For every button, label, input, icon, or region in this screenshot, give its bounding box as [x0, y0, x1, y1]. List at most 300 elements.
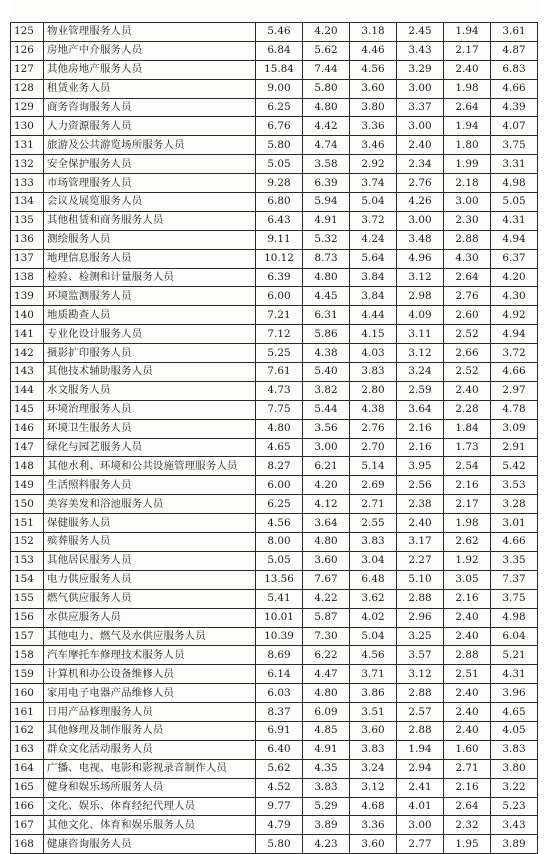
occupation-name: 日用产品修理服务人员 — [44, 703, 256, 722]
occupation-name: 物业管理服务人员 — [44, 23, 256, 42]
row-number: 150 — [11, 495, 44, 514]
row-number: 165 — [11, 778, 44, 797]
value-cell: 2.40 — [444, 703, 491, 722]
value-cell: 3.60 — [350, 79, 397, 98]
value-cell: 4.96 — [397, 249, 444, 268]
value-cell: 4.12 — [303, 495, 350, 514]
value-cell: 6.14 — [256, 665, 303, 684]
occupation-name: 保健服务人员 — [44, 514, 256, 533]
value-cell: 6.80 — [256, 193, 303, 212]
value-cell: 2.76 — [350, 419, 397, 438]
value-cell: 4.91 — [303, 740, 350, 759]
value-cell: 2.91 — [491, 438, 538, 457]
value-cell: 5.80 — [256, 136, 303, 155]
value-cell: 6.43 — [256, 211, 303, 230]
value-cell: 2.40 — [444, 381, 491, 400]
value-cell: 2.45 — [397, 23, 444, 42]
row-number: 131 — [11, 136, 44, 155]
row-number: 154 — [11, 570, 44, 589]
value-cell: 6.76 — [256, 117, 303, 136]
value-cell: 2.34 — [397, 155, 444, 174]
value-cell: 3.75 — [491, 589, 538, 608]
value-cell: 5.42 — [491, 457, 538, 476]
value-cell: 4.66 — [491, 79, 538, 98]
value-cell: 4.92 — [491, 306, 538, 325]
table-row — [11, 23, 538, 42]
value-cell: 3.28 — [491, 495, 538, 514]
value-cell: 4.07 — [491, 117, 538, 136]
value-cell: 4.42 — [303, 117, 350, 136]
value-cell: 6.31 — [303, 306, 350, 325]
value-cell: 3.12 — [397, 344, 444, 363]
row-number: 134 — [11, 193, 44, 212]
value-cell: 6.25 — [256, 98, 303, 117]
value-cell: 3.51 — [350, 703, 397, 722]
value-cell: 3.62 — [350, 589, 397, 608]
row-number: 135 — [11, 211, 44, 230]
value-cell: 4.02 — [350, 608, 397, 627]
value-cell: 4.20 — [303, 476, 350, 495]
table-row — [11, 381, 538, 400]
value-cell: 2.40 — [444, 721, 491, 740]
value-cell: 6.83 — [491, 60, 538, 79]
value-cell: 4.80 — [303, 684, 350, 703]
value-cell: 5.44 — [303, 400, 350, 419]
value-cell: 4.66 — [491, 363, 538, 382]
occupation-name: 地质勘查人员 — [44, 306, 256, 325]
occupation-name: 其他文化、体育和娱乐服务人员 — [44, 816, 256, 835]
value-cell: 4.46 — [350, 41, 397, 60]
value-cell: 3.24 — [350, 759, 397, 778]
value-cell: 3.83 — [350, 533, 397, 552]
value-cell: 1.73 — [444, 438, 491, 457]
value-cell: 3.75 — [491, 136, 538, 155]
table-row — [11, 495, 538, 514]
occupation-name: 健身和娱乐场所服务人员 — [44, 778, 256, 797]
value-cell: 4.87 — [491, 41, 538, 60]
table-row — [11, 155, 538, 174]
value-cell: 2.41 — [397, 778, 444, 797]
value-cell: 5.86 — [303, 325, 350, 344]
value-cell: 2.38 — [397, 495, 444, 514]
value-cell: 4.80 — [303, 533, 350, 552]
row-number: 133 — [11, 174, 44, 193]
occupation-name: 旅游及公共游览场所服务人员 — [44, 136, 256, 155]
value-cell: 9.28 — [256, 174, 303, 193]
value-cell: 8.37 — [256, 703, 303, 722]
value-cell: 3.84 — [350, 287, 397, 306]
value-cell: 2.88 — [397, 721, 444, 740]
value-cell: 2.76 — [444, 287, 491, 306]
value-cell: 6.25 — [256, 495, 303, 514]
table-row — [11, 835, 538, 854]
value-cell: 3.12 — [397, 665, 444, 684]
value-cell: 5.80 — [256, 835, 303, 854]
value-cell: 4.56 — [350, 60, 397, 79]
value-cell: 2.40 — [444, 608, 491, 627]
row-number: 167 — [11, 816, 44, 835]
row-number: 126 — [11, 41, 44, 60]
value-cell: 5.04 — [350, 193, 397, 212]
row-number: 125 — [11, 23, 44, 42]
value-cell: 3.56 — [303, 419, 350, 438]
value-cell: 2.57 — [397, 703, 444, 722]
value-cell: 2.64 — [444, 797, 491, 816]
occupation-name: 家用电子电器产品维修人员 — [44, 684, 256, 703]
value-cell: 7.21 — [256, 306, 303, 325]
value-cell: 5.80 — [303, 79, 350, 98]
value-cell: 5.40 — [303, 363, 350, 382]
value-cell: 4.23 — [303, 835, 350, 854]
value-cell: 5.64 — [350, 249, 397, 268]
value-cell: 4.30 — [444, 249, 491, 268]
value-cell: 3.57 — [397, 646, 444, 665]
value-cell: 4.20 — [491, 268, 538, 287]
value-cell: 4.20 — [303, 23, 350, 42]
value-cell: 4.65 — [491, 703, 538, 722]
value-cell: 3.82 — [303, 381, 350, 400]
value-cell: 3.72 — [350, 211, 397, 230]
value-cell: 4.31 — [491, 211, 538, 230]
value-cell: 2.71 — [444, 759, 491, 778]
value-cell: 2.97 — [491, 381, 538, 400]
value-cell: 2.60 — [444, 306, 491, 325]
occupation-name: 环境监测服务人员 — [44, 287, 256, 306]
occupation-name: 环境治理服务人员 — [44, 400, 256, 419]
row-number: 130 — [11, 117, 44, 136]
value-cell: 3.48 — [397, 230, 444, 249]
value-cell: 5.04 — [350, 627, 397, 646]
value-cell: 2.32 — [444, 816, 491, 835]
table-body — [11, 23, 538, 854]
table-row — [11, 98, 538, 117]
value-cell: 2.30 — [444, 211, 491, 230]
table-row — [11, 230, 538, 249]
value-cell: 4.45 — [303, 287, 350, 306]
value-cell: 9.00 — [256, 79, 303, 98]
value-cell: 3.37 — [397, 98, 444, 117]
table-row — [11, 325, 538, 344]
row-number: 138 — [11, 268, 44, 287]
value-cell: 2.40 — [397, 136, 444, 155]
row-number: 146 — [11, 419, 44, 438]
value-cell: 6.39 — [303, 174, 350, 193]
occupation-name: 环境卫生服务人员 — [44, 419, 256, 438]
value-cell: 5.94 — [303, 193, 350, 212]
value-cell: 3.72 — [491, 344, 538, 363]
table-row — [11, 268, 538, 287]
value-cell: 5.14 — [350, 457, 397, 476]
value-cell: 2.92 — [350, 155, 397, 174]
table-row — [11, 551, 538, 570]
table-row — [11, 684, 538, 703]
value-cell: 2.40 — [444, 60, 491, 79]
value-cell: 3.43 — [491, 816, 538, 835]
value-cell: 10.01 — [256, 608, 303, 627]
value-cell: 7.30 — [303, 627, 350, 646]
occupation-name: 计算机和办公设备维修人员 — [44, 665, 256, 684]
table-row — [11, 344, 538, 363]
occupation-name: 汽车摩托车修理技术服务人员 — [44, 646, 256, 665]
table-row — [11, 816, 538, 835]
value-cell: 5.25 — [256, 344, 303, 363]
table-row — [11, 136, 538, 155]
value-cell: 5.23 — [491, 797, 538, 816]
wage-data-table — [10, 22, 538, 854]
table-row — [11, 721, 538, 740]
occupation-name: 房地产中介服务人员 — [44, 41, 256, 60]
value-cell: 4.22 — [303, 589, 350, 608]
value-cell: 1.60 — [444, 740, 491, 759]
table-row — [11, 514, 538, 533]
value-cell: 1.98 — [444, 514, 491, 533]
row-number: 129 — [11, 98, 44, 117]
value-cell: 2.77 — [397, 835, 444, 854]
value-cell: 4.94 — [491, 325, 538, 344]
table-row — [11, 570, 538, 589]
value-cell: 4.79 — [256, 816, 303, 835]
value-cell: 15.84 — [256, 60, 303, 79]
value-cell: 6.04 — [491, 627, 538, 646]
value-cell: 4.35 — [303, 759, 350, 778]
occupation-name: 绿化与园艺服务人员 — [44, 438, 256, 457]
value-cell: 5.46 — [256, 23, 303, 42]
value-cell: 1.94 — [444, 117, 491, 136]
table-row — [11, 608, 538, 627]
value-cell: 2.28 — [444, 400, 491, 419]
value-cell: 2.16 — [444, 476, 491, 495]
row-number: 141 — [11, 325, 44, 344]
value-cell: 3.61 — [491, 23, 538, 42]
row-number: 160 — [11, 684, 44, 703]
value-cell: 4.91 — [303, 211, 350, 230]
row-number: 137 — [11, 249, 44, 268]
value-cell: 2.16 — [444, 778, 491, 797]
value-cell: 4.03 — [350, 344, 397, 363]
value-cell: 6.21 — [303, 457, 350, 476]
value-cell: 2.17 — [444, 41, 491, 60]
value-cell: 3.83 — [303, 778, 350, 797]
row-number: 140 — [11, 306, 44, 325]
value-cell: 2.52 — [444, 363, 491, 382]
occupation-name: 水文服务人员 — [44, 381, 256, 400]
table-row — [11, 211, 538, 230]
value-cell: 9.77 — [256, 797, 303, 816]
value-cell: 2.16 — [397, 438, 444, 457]
occupation-name: 人力资源服务人员 — [44, 117, 256, 136]
table-row — [11, 476, 538, 495]
occupation-name: 其他居民服务人员 — [44, 551, 256, 570]
value-cell: 4.38 — [350, 400, 397, 419]
scanned-document-page — [10, 0, 540, 850]
table-row — [11, 438, 538, 457]
value-cell: 6.48 — [350, 570, 397, 589]
value-cell: 7.12 — [256, 325, 303, 344]
row-number: 161 — [11, 703, 44, 722]
value-cell: 2.96 — [397, 608, 444, 627]
value-cell: 6.09 — [303, 703, 350, 722]
occupation-name: 其他房地产服务人员 — [44, 60, 256, 79]
value-cell: 2.17 — [444, 495, 491, 514]
occupation-name: 群众文化活动服务人员 — [44, 740, 256, 759]
value-cell: 3.74 — [350, 174, 397, 193]
occupation-name: 地理信息服务人员 — [44, 249, 256, 268]
occupation-name: 其他水利、环境和公共设施管理服务人员 — [44, 457, 256, 476]
occupation-name: 健康咨询服务人员 — [44, 835, 256, 854]
value-cell: 4.56 — [350, 646, 397, 665]
value-cell: 2.16 — [397, 419, 444, 438]
value-cell: 3.86 — [350, 684, 397, 703]
occupation-name: 测绘服务人员 — [44, 230, 256, 249]
occupation-name: 市场管理服务人员 — [44, 174, 256, 193]
value-cell: 2.88 — [397, 589, 444, 608]
value-cell: 3.31 — [491, 155, 538, 174]
value-cell: 3.24 — [397, 363, 444, 382]
value-cell: 3.64 — [397, 400, 444, 419]
value-cell: 3.04 — [350, 551, 397, 570]
value-cell: 3.18 — [350, 23, 397, 42]
row-number: 128 — [11, 79, 44, 98]
value-cell: 3.89 — [303, 816, 350, 835]
row-number: 156 — [11, 608, 44, 627]
table-row — [11, 646, 538, 665]
value-cell: 13.56 — [256, 570, 303, 589]
value-cell: 4.65 — [256, 438, 303, 457]
table-row — [11, 117, 538, 136]
occupation-name: 生活照料服务人员 — [44, 476, 256, 495]
row-number: 132 — [11, 155, 44, 174]
value-cell: 5.87 — [303, 608, 350, 627]
value-cell: 3.83 — [491, 740, 538, 759]
value-cell: 8.73 — [303, 249, 350, 268]
value-cell: 3.46 — [350, 136, 397, 155]
value-cell: 6.22 — [303, 646, 350, 665]
table-row — [11, 60, 538, 79]
value-cell: 2.54 — [444, 457, 491, 476]
table-row — [11, 457, 538, 476]
value-cell: 2.16 — [444, 589, 491, 608]
row-number: 151 — [11, 514, 44, 533]
value-cell: 8.27 — [256, 457, 303, 476]
table-row — [11, 740, 538, 759]
value-cell: 5.41 — [256, 589, 303, 608]
row-number: 142 — [11, 344, 44, 363]
occupation-name: 其他租赁和商务服务人员 — [44, 211, 256, 230]
value-cell: 1.99 — [444, 155, 491, 174]
table-row — [11, 193, 538, 212]
value-cell: 5.21 — [491, 646, 538, 665]
occupation-name: 会议及展览服务人员 — [44, 193, 256, 212]
occupation-name: 其他修理及制作服务人员 — [44, 721, 256, 740]
value-cell: 6.40 — [256, 740, 303, 759]
occupation-name: 检验、检测和计量服务人员 — [44, 268, 256, 287]
value-cell: 4.98 — [491, 174, 538, 193]
table-row — [11, 627, 538, 646]
value-cell: 3.11 — [397, 325, 444, 344]
row-number: 152 — [11, 533, 44, 552]
value-cell: 2.69 — [350, 476, 397, 495]
value-cell: 3.58 — [303, 155, 350, 174]
value-cell: 10.12 — [256, 249, 303, 268]
value-cell: 2.94 — [397, 759, 444, 778]
occupation-name: 安全保护服务人员 — [44, 155, 256, 174]
value-cell: 5.62 — [303, 41, 350, 60]
value-cell: 3.05 — [444, 570, 491, 589]
value-cell: 4.15 — [350, 325, 397, 344]
row-number: 136 — [11, 230, 44, 249]
table-row — [11, 400, 538, 419]
occupation-name: 美容美发和浴池服务人员 — [44, 495, 256, 514]
row-number: 158 — [11, 646, 44, 665]
value-cell: 4.80 — [256, 419, 303, 438]
value-cell: 2.64 — [444, 268, 491, 287]
value-cell: 9.11 — [256, 230, 303, 249]
row-number: 168 — [11, 835, 44, 854]
value-cell: 2.88 — [397, 684, 444, 703]
occupation-name: 文化、娱乐、体育经纪代理人员 — [44, 797, 256, 816]
value-cell: 2.64 — [444, 98, 491, 117]
value-cell: 7.67 — [303, 570, 350, 589]
value-cell: 4.26 — [397, 193, 444, 212]
value-cell: 4.30 — [491, 287, 538, 306]
table-row — [11, 665, 538, 684]
row-number: 149 — [11, 476, 44, 495]
table-row — [11, 249, 538, 268]
value-cell: 4.52 — [256, 778, 303, 797]
row-number: 155 — [11, 589, 44, 608]
table-row — [11, 79, 538, 98]
value-cell: 3.53 — [491, 476, 538, 495]
row-number: 145 — [11, 400, 44, 419]
value-cell: 5.05 — [256, 551, 303, 570]
value-cell: 1.94 — [397, 740, 444, 759]
value-cell: 3.00 — [444, 193, 491, 212]
value-cell: 3.00 — [397, 211, 444, 230]
value-cell: 3.60 — [350, 721, 397, 740]
value-cell: 3.12 — [397, 268, 444, 287]
value-cell: 3.80 — [350, 98, 397, 117]
row-number: 127 — [11, 60, 44, 79]
value-cell: 7.44 — [303, 60, 350, 79]
value-cell: 6.84 — [256, 41, 303, 60]
value-cell: 7.75 — [256, 400, 303, 419]
value-cell: 4.80 — [303, 268, 350, 287]
value-cell: 3.71 — [350, 665, 397, 684]
value-cell: 3.83 — [350, 363, 397, 382]
value-cell: 4.73 — [256, 381, 303, 400]
occupation-name: 燃气供应服务人员 — [44, 589, 256, 608]
row-number: 163 — [11, 740, 44, 759]
value-cell: 2.71 — [350, 495, 397, 514]
value-cell: 2.66 — [444, 344, 491, 363]
value-cell: 1.80 — [444, 136, 491, 155]
value-cell: 6.37 — [491, 249, 538, 268]
value-cell: 2.62 — [444, 533, 491, 552]
value-cell: 1.92 — [444, 551, 491, 570]
occupation-name: 租赁业务人员 — [44, 79, 256, 98]
value-cell: 3.60 — [303, 551, 350, 570]
table-row — [11, 363, 538, 382]
value-cell: 3.00 — [397, 816, 444, 835]
value-cell: 3.84 — [350, 268, 397, 287]
value-cell: 5.10 — [397, 570, 444, 589]
row-number: 159 — [11, 665, 44, 684]
row-number: 164 — [11, 759, 44, 778]
value-cell: 1.94 — [444, 23, 491, 42]
value-cell: 2.55 — [350, 514, 397, 533]
value-cell: 4.24 — [350, 230, 397, 249]
value-cell: 4.47 — [303, 665, 350, 684]
